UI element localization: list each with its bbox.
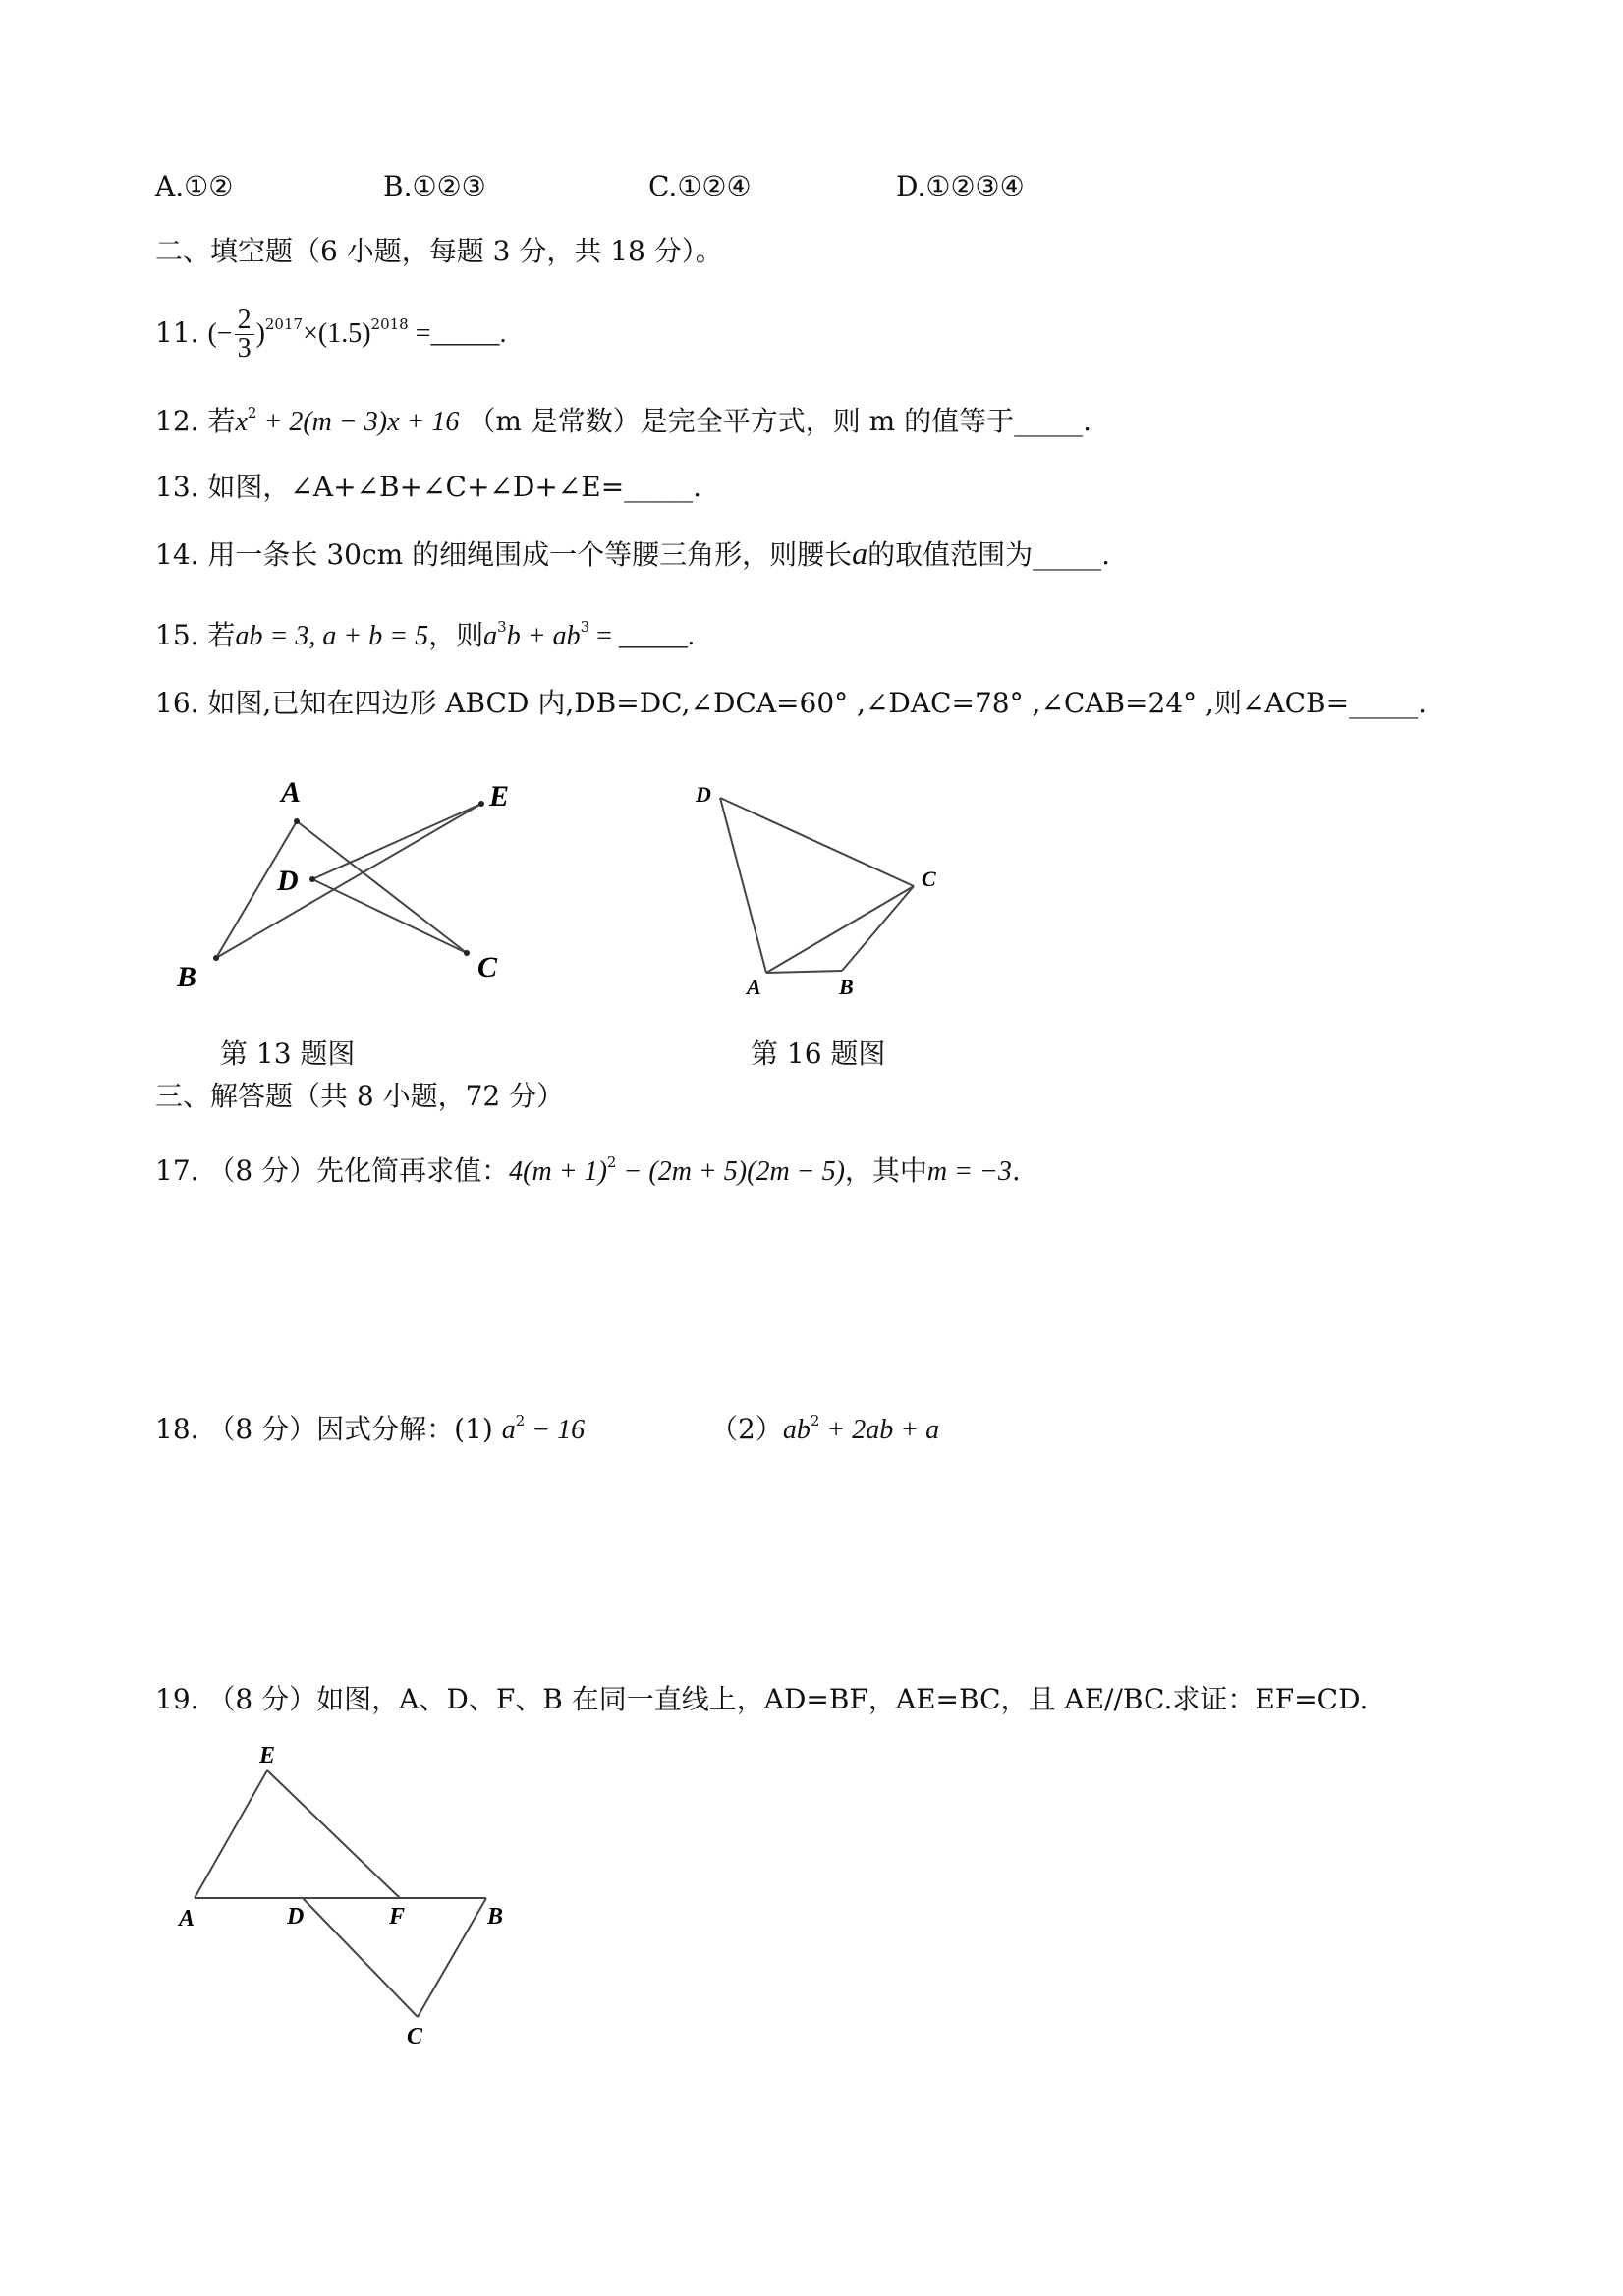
question-11: 11. (− $\frac{2}{3}$ )$^{2017}\times(1.5)^{2018}$ =_____. [155, 305, 507, 364]
section3-title: 三、解答题（共 8 小题，72 分） [155, 1080, 565, 1112]
fig16-label-a: A [747, 975, 761, 999]
fig13-label-c: C [477, 951, 498, 983]
option-a: A.①② [155, 170, 234, 202]
option-b: B.①②③ [383, 170, 486, 202]
fig19-label-a: A [179, 1906, 196, 1932]
question-15: 15. 若ab = 3, a + b = 5，则$a^3b + ab^3$ = _____. [155, 618, 695, 651]
question-14: 14. 用一条长 30cm 的细绳围成一个等腰三角形，则腰长a的取值范围为_____. [155, 535, 1111, 571]
question-18: 18. （8 分）因式分解：(1) $a^2 - 16$ $(2)ab^2 + 2ab + a$ [155, 1412, 940, 1445]
figure-13-caption: 第 13 题图 [220, 1037, 356, 1070]
fig16-label-b: B [839, 975, 854, 999]
fig13-label-a: A [281, 776, 302, 809]
figure-19 [167, 1739, 531, 2053]
fig19-label-e: E [259, 1743, 276, 1768]
figure-16-caption: 第 16 题图 [751, 1037, 886, 1070]
question-13: 13. 如图，∠A+∠B+∠C+∠D+∠E=_____. [155, 471, 702, 503]
section2-title: 二、填空题（6 小题，每题 3 分，共 18 分）。 [155, 235, 723, 267]
q11-fraction: $\frac{2}{3}$ [235, 307, 254, 363]
option-c: C.①②④ [648, 170, 752, 202]
figure-16 [688, 776, 963, 1012]
fig19-label-c: C [407, 2024, 423, 2049]
fig13-label-e: E [489, 780, 510, 812]
fig16-label-d: D [696, 782, 711, 807]
figure-13 [167, 766, 521, 1002]
fig13-label-d: D [277, 865, 299, 897]
question-19: 19. （8 分）如图，A、D、F、B 在同一直线上，AD=BF，AE=BC，且 AE//BC.求证：EF=CD. [155, 1683, 1369, 1715]
fig19-label-f: F [389, 1904, 406, 1930]
fig16-label-c: C [922, 867, 936, 891]
question-12: 12. 若$x^2 + 2(m - 3)x + 16$ （m 是常数）是完全平方式，则 m 的值等于_____. [155, 404, 1092, 437]
q11-number: 11. [155, 316, 199, 349]
question-17: 17. （8 分）先化简再求值：$4(m + 1)^2 - (2m + 5)(2m - 5)$，其中m = −3. [155, 1153, 1021, 1187]
fig19-label-d: D [287, 1904, 305, 1930]
fig19-label-b: B [487, 1904, 504, 1930]
option-d: D.①②③④ [896, 170, 1025, 202]
question-16: 16. 如图,已知在四边形 ABCD 内,DB=DC,∠DCA=60° ,∠DAC=78° ,∠CAB=24° ,则∠ACB=_____. [155, 687, 1427, 719]
fig13-label-b: B [177, 961, 197, 993]
